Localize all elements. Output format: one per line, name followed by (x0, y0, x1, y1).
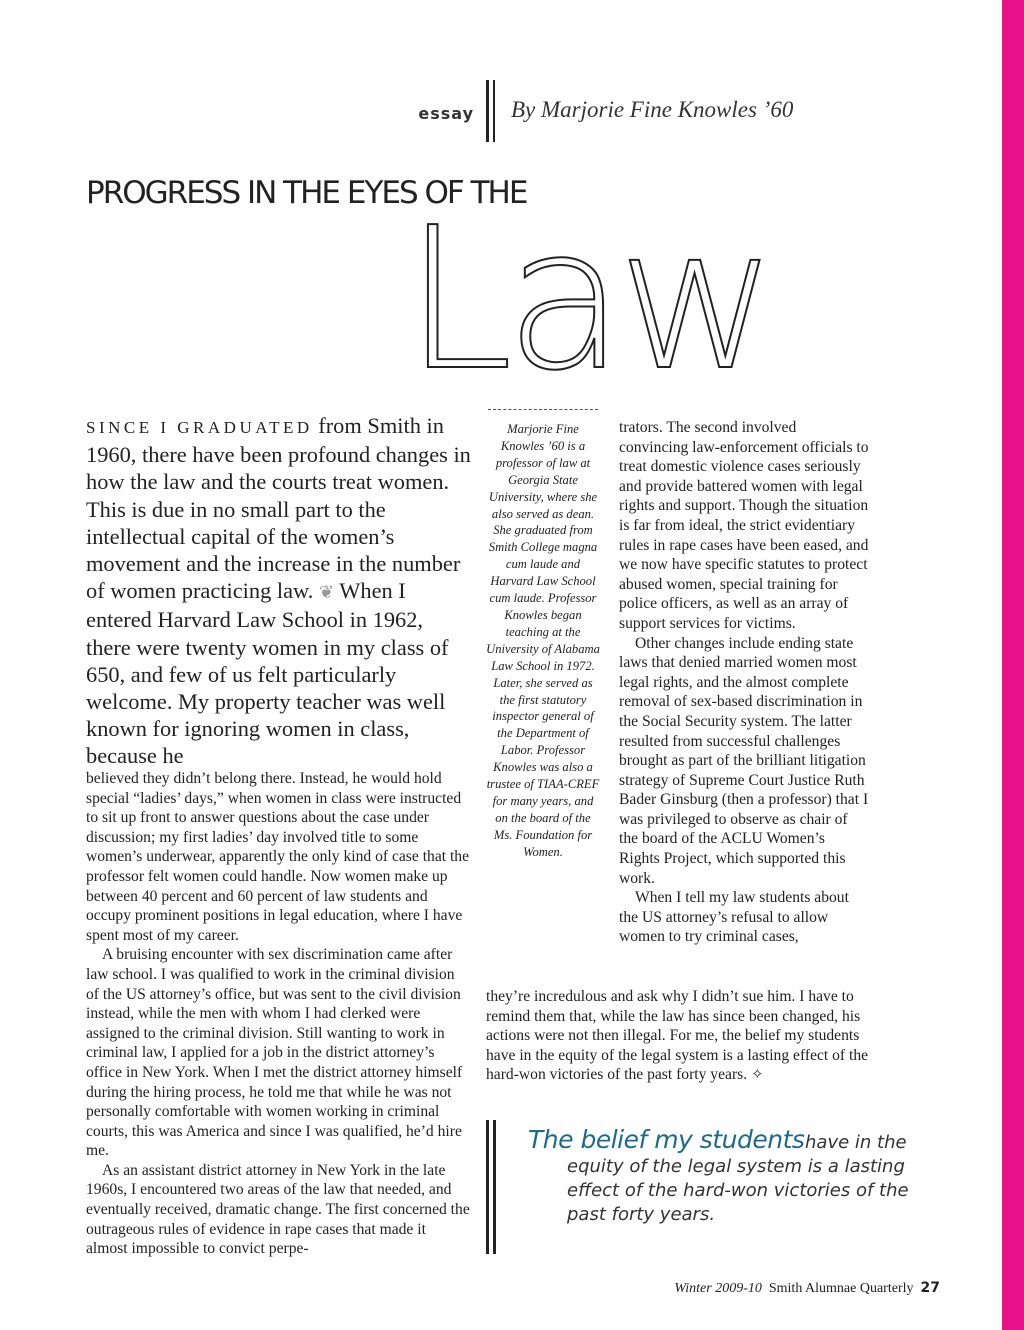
footer-issue: Winter 2009-10 (674, 1281, 762, 1296)
body-column-1 (86, 769, 471, 1259)
page-number: 27 (920, 1280, 940, 1296)
pull-quote (528, 1125, 928, 1227)
body-paragraph: trators. The second involved convincing law-enforcement officials to treat domestic violence cases seriously and provide battered women with legal rights and support. Though the situation is far from ideal, the strict evidentiary rules in rape cases have been eased, and we now have specific statutes to protect abused women, special training for police officers, as well as an array of support services for victims. (619, 419, 869, 632)
body-paragraph: believed they didn’t belong there. Instead, he would hold special “ladies’ days,” when women in class were instructed to sit up front to answer questions about the case under discussion; my first ladies’ day involved title to some women’s underwear, apparently the only kind of case that the professor felt women could handle. Now women make up between 40 percent and 60 percent of law students and occupy prominent positions in legal education, where I have spent most of my career. (86, 770, 470, 944)
end-mark-icon: ✧ (751, 1067, 764, 1084)
lead-smallcaps: SINCE I GRADUATED (86, 418, 313, 437)
byline: By Marjorie Fine Knowles ’60 (511, 97, 794, 122)
bio-divider (488, 409, 598, 410)
section-label: essay (418, 104, 474, 123)
lead-paragraph (86, 412, 471, 770)
headline-law-word: Law (404, 186, 770, 414)
lead-text-1: from Smith in 1960, there have been profound changes in how the law and the courts treat women. This is due in no small part to the intellectual capital of the women’s movement and the increase in the number of women practicing law. (86, 413, 471, 604)
pullquote-divider (493, 1120, 496, 1254)
header-divider (486, 80, 489, 142)
author-bio: Marjorie Fine Knowles ’60 is a professor of law at Georgia State University, where she also served as dean. She graduated from Smith College magna cum laude and Harvard Law School cum laude. Professor Knowles began teaching at the University of Alabama Law School in 1972. Later, she served as the first statutory inspector general of the Department of Labor. Professor Knowles was also a trustee of TIAA-CREF for many years, and on the board of the Ms. Foundation for Women. (486, 422, 600, 859)
header-divider (493, 80, 495, 142)
footer-publication: Smith Alumnae Quarterly (768, 1281, 914, 1296)
body-paragraph: As an assistant district attorney in New York in the late 1960s, I encountered two areas of the law that needed, and eventually received, dramatic change. The first concerned the outrageous rules of evidence in rape cases that made it almost impossible to convict perpe- (86, 1161, 470, 1258)
body-paragraph: they’re incredulous and ask why I didn’t sue him. I have to remind them that, while the law has since been changed, his actions were not then illegal. For me, the belief my students have in the equity of the legal system is a lasting effect of the hard-won victories of the past forty years. (486, 988, 869, 1084)
pullquote-divider (486, 1120, 489, 1254)
body-paragraph: Other changes include ending state laws that denied married women most legal rights, and the almost complete removal of sex-based discrimination in the Social Security system. The latter resulted from successful challenges brought as part of the brilliant litigation strategy of Supreme Court Justice Ruth Bader Ginsburg (then a professor) that I was privileged to observe as chair of the board of the ACLU Women’s Rights Project, which supported this work. (619, 634, 869, 887)
pull-quote-text: have in the equity of the legal system is a lasting effect of the hard-won victories of the past forty years. (567, 1132, 909, 1225)
body-paragraph: A bruising encounter with sex discrimination came after law school. I was qualified to work in the criminal division of the US attorney’s office, but was sent to the civil division instead, while the men with whom I had clerked were assigned to the criminal division. Still wanting to work in criminal law, I applied for a job in the district attorney’s office in New York. When I met the district attorney himself during the hiring process, he told me that while he was not personally comfortable with women working in criminal courts, this was America and since I was qualified, he’d hire me. (86, 946, 463, 1160)
lead-text-2: When I entered Harvard Law School in 1962, there were twenty women in my class of 650, and few of us felt particularly welcome. My property teacher was well known for ignoring women in class, because he (86, 578, 449, 769)
pull-quote-lead-in: The belief my students (528, 1125, 805, 1154)
accent-bar (1002, 0, 1024, 1330)
headline: PROGRESS IN THE EYES OF THE (86, 175, 527, 211)
body-paragraph: When I tell my law students about the US attorney’s refusal to allow women to try criminal cases, (619, 889, 849, 946)
body-column-2 (619, 418, 869, 947)
body-closing-paragraph (486, 987, 871, 1086)
leaf-ornament-icon: ❦ (318, 582, 335, 603)
page-footer (600, 1280, 940, 1297)
